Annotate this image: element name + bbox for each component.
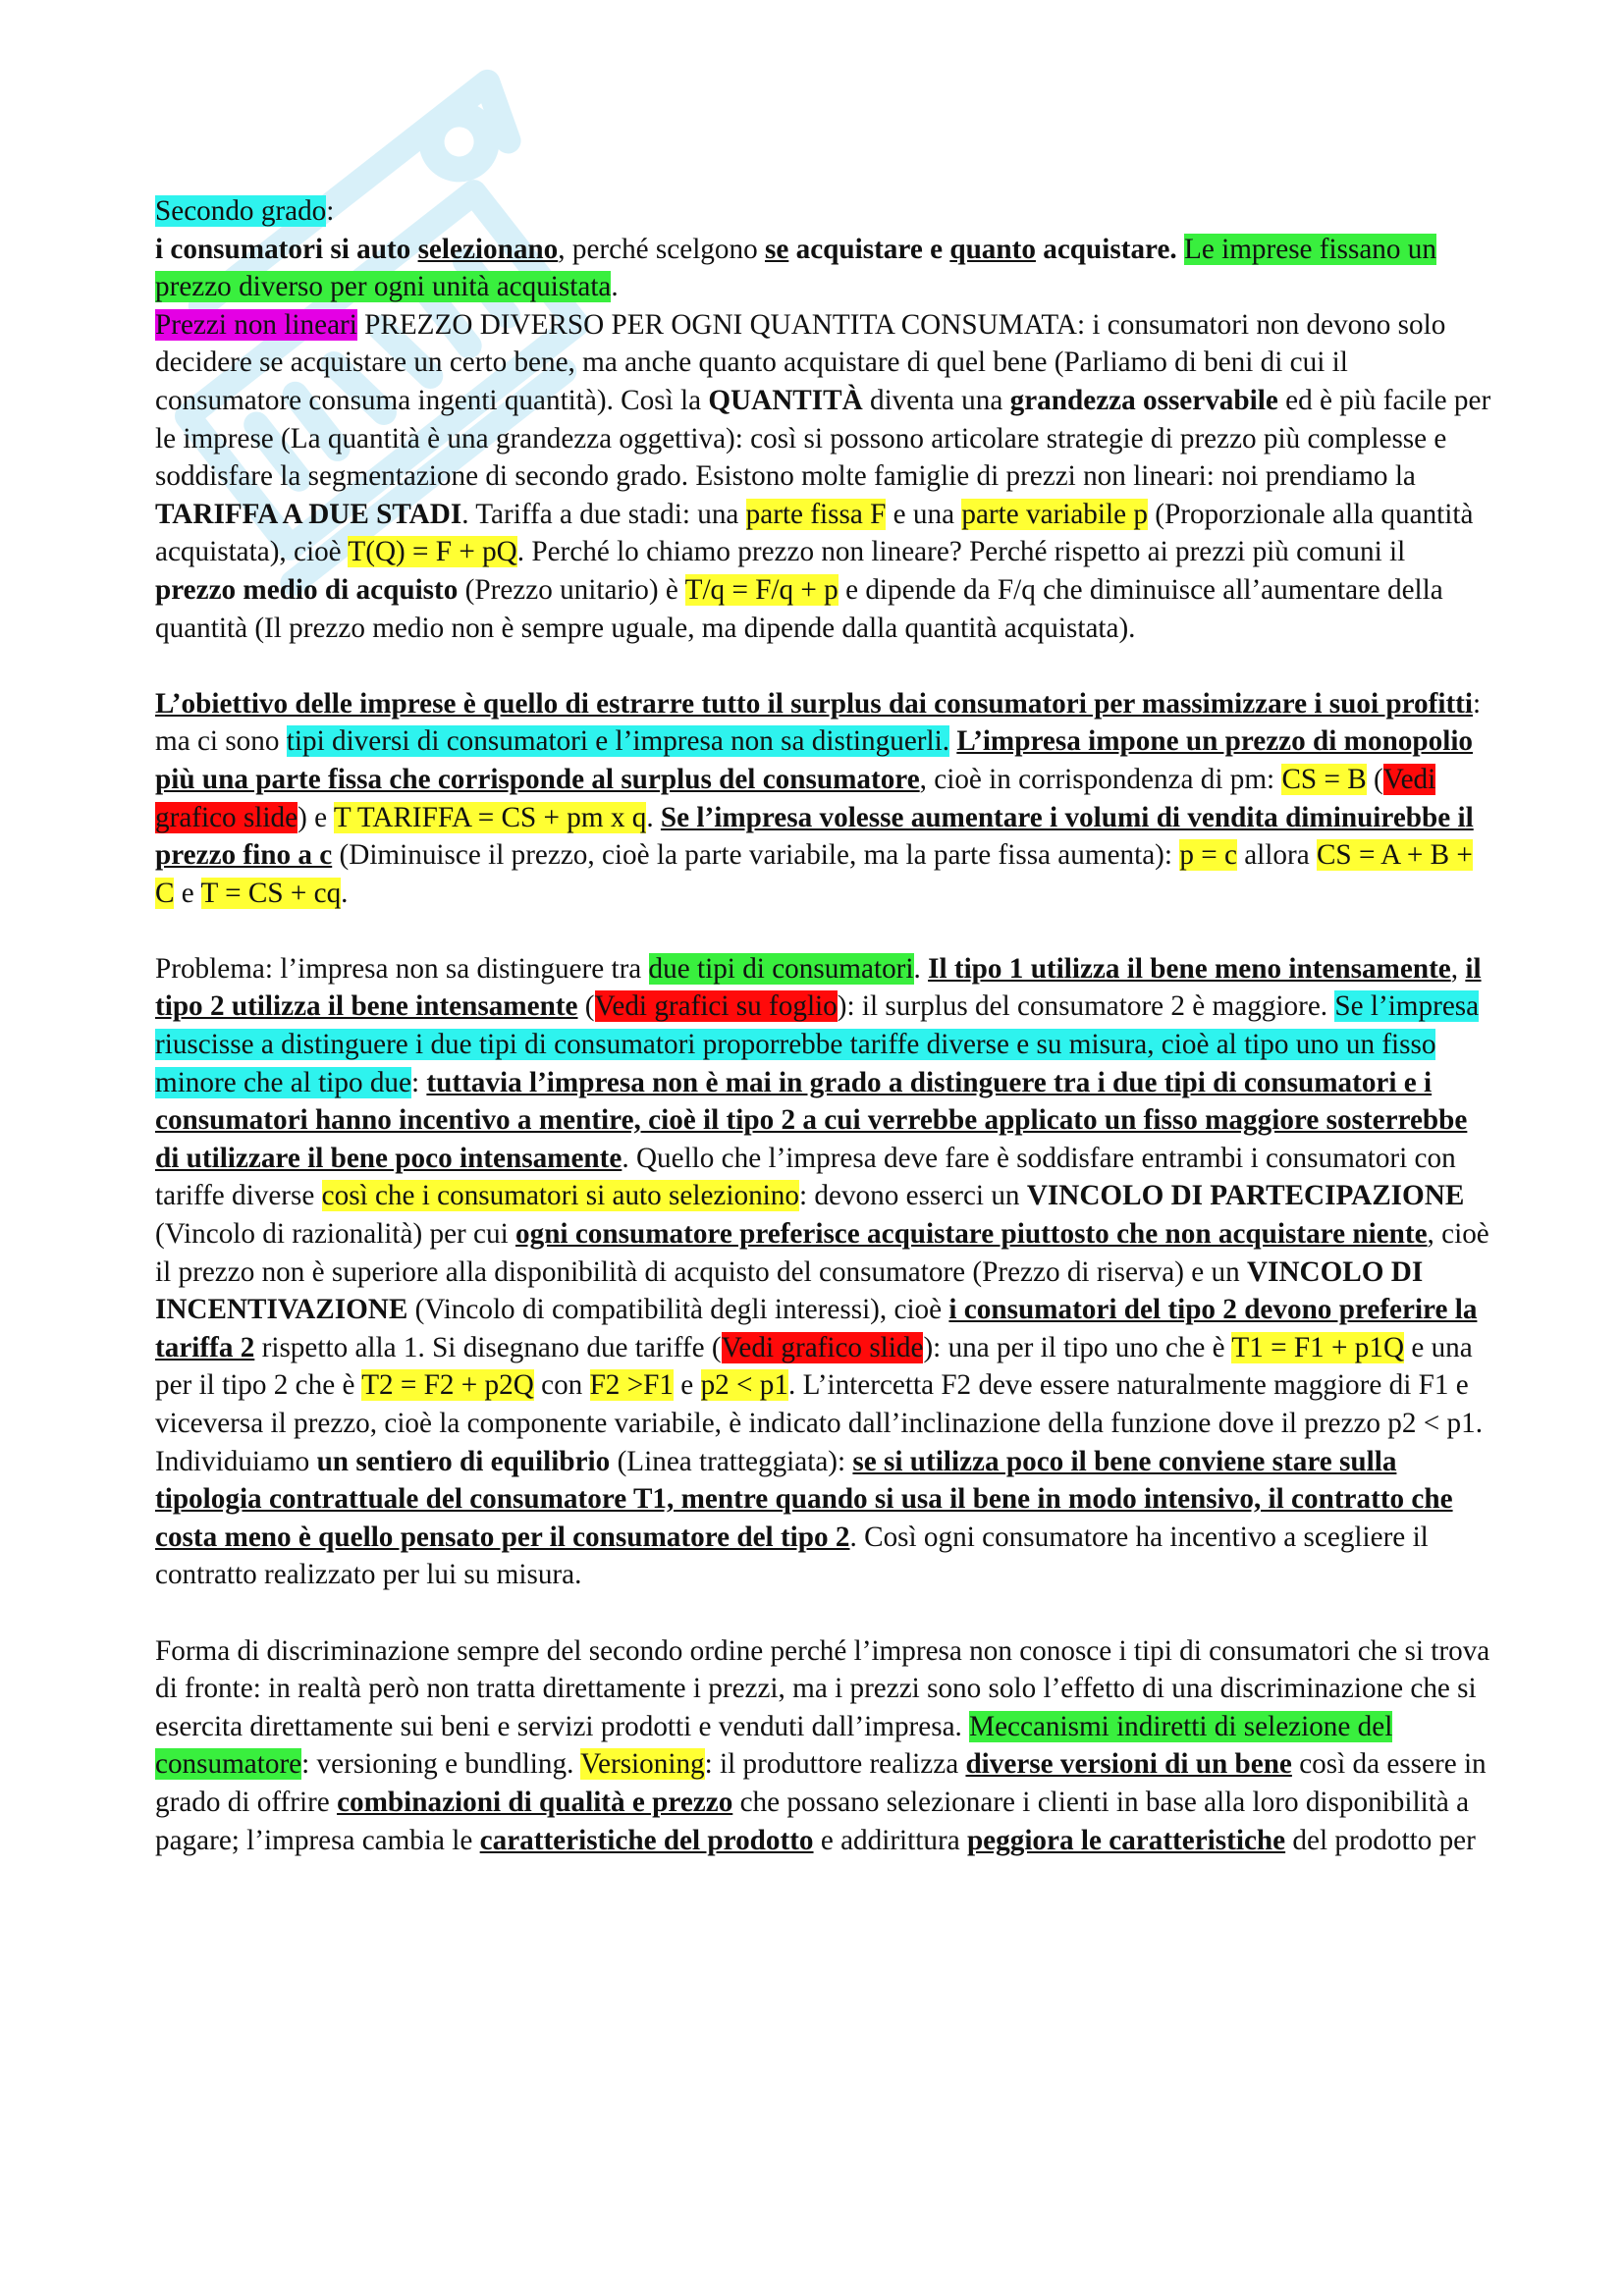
text-run: (Proporzionale alla quantità acquistata), cioè	[155, 498, 1474, 568]
text-run: ) e	[298, 801, 334, 833]
text-run: Forma di discriminazione sempre del secondo ordine perché l’impresa non conosce i tipi di consumatori che si trova di fronte: in realtà però non tratta direttamente i prezzi, ma i prezzi sono solo l’effetto di una discriminazione che si esercita direttamente sui beni e servizi prodotti e venduti dall’impresa.	[155, 1634, 1490, 1742]
highlighted-text: Prezzi non lineari	[155, 308, 357, 341]
highlighted-text: T2 = F2 + p2Q	[361, 1369, 534, 1402]
text-run: : il produttore realizza	[704, 1748, 966, 1781]
text-run: . Così ogni consumatore ha incentivo a scegliere il contratto realizzato per lui su misura.	[155, 1521, 1429, 1591]
bold-text: Se l’impresa volesse aumentare i volumi di vendita diminuirebbe il prezzo fino a c	[155, 801, 1474, 872]
bold-text: i consumatori del tipo 2 devono preferire la tariffa 2	[155, 1294, 1478, 1363]
text-run: che possano selezionare i clienti in base alla loro disponibilità a pagare; l’impresa cambia le	[155, 1786, 1470, 1856]
bold-text: L’impresa impone un prezzo di monopolio più una parte fissa che corrisponde al surplus del consumatore	[155, 725, 1474, 795]
highlighted-text: due tipi di consumatori	[648, 952, 914, 985]
bold-text: acquistare.	[1035, 233, 1177, 265]
bold-text: tuttavia l’impresa non è mai in grado a distinguere tra i due tipi di consumatori e i consumatori hanno incentivo a mentire, cioè il tipo 2 a cui verrebbe applicato un fisso maggiore sosterrebbe di utilizzare il bene poco intensamente	[155, 1066, 1468, 1174]
highlighted-text: Vedi grafico slide	[155, 763, 1436, 833]
text-run: : versioning e bundling.	[301, 1748, 581, 1781]
highlighted-text: p = c	[1179, 839, 1237, 872]
highlighted-text: tipi diversi di consumatori e l’impresa non sa distinguerli.	[286, 725, 950, 758]
paragraph-p3	[155, 950, 1492, 1594]
text-run: e	[174, 877, 201, 909]
highlighted-text: T/q = F/q + p	[684, 573, 839, 606]
bold-text: i consumatori si auto	[155, 233, 418, 265]
text-run: ,	[1450, 952, 1466, 985]
bold-text: combinazioni di qualità e prezzo	[337, 1786, 733, 1818]
text-run: e una per il tipo 2 che è	[155, 1331, 1473, 1402]
text-run: allora	[1236, 839, 1317, 872]
highlighted-text: T = CS + cq	[200, 877, 342, 909]
text-run: rispetto alla 1. Si disegnano due tariffe (	[254, 1331, 722, 1363]
text-run: e una	[886, 498, 962, 530]
highlighted-text: T1 = F1 + p1Q	[1231, 1331, 1405, 1363]
bold-text: peggiora le caratteristiche	[966, 1824, 1286, 1856]
bold-text: acquistare e	[788, 233, 950, 265]
bold-text: diverse versioni di un bene	[965, 1748, 1292, 1781]
text-run: .	[341, 877, 349, 909]
text-run: diventa una	[862, 384, 1010, 416]
text-run: (Linea tratteggiata):	[610, 1445, 853, 1477]
paragraph-p1	[155, 192, 1492, 647]
text-run: (Prezzo unitario) è	[458, 573, 685, 606]
text-run: del prodotto per	[1285, 1824, 1476, 1856]
text-run: , cioè il prezzo non è superiore alla disponibilità di acquisto del consumatore (Prezzo di riserva) e un	[155, 1218, 1489, 1288]
highlighted-text: Vedi grafici su foglio	[594, 990, 838, 1023]
bold-text: Il tipo 1 utilizza il bene meno intensamente	[928, 952, 1451, 985]
text-run: . Quello che l’impresa deve fare è soddisfare entrambi i consumatori con tariffe diverse	[155, 1142, 1456, 1212]
bold-text: il tipo 2 utilizza il bene intensamente	[155, 952, 1482, 1023]
highlighted-text: così che i consumatori si auto selezionino	[321, 1180, 799, 1212]
text-run: (Diminuisce il prezzo, cioè la parte variabile, ma la parte fissa aumenta):	[332, 839, 1180, 872]
text-run: ): il surplus del consumatore 2 è maggiore.	[837, 990, 1335, 1023]
highlighted-text: Le imprese fissano un prezzo diverso per ogni unità acquistata	[155, 233, 1436, 303]
text-run: , perché scelgono	[558, 233, 765, 265]
bold-text: selezionano	[417, 233, 559, 265]
text-run: PREZZO DIVERSO PER OGNI QUANTITA CONSUMATA: i consumatori non devono solo decidere se acquistare un certo bene, ma anche quanto acquistare di quel bene (Parliamo di beni di cui il consumatore consuma ingenti quantità). Così la	[155, 308, 1446, 416]
text-run: .	[913, 952, 929, 985]
text-run: . Perché lo chiamo prezzo non lineare? Perché rispetto ai prezzi più comuni il	[516, 536, 1406, 568]
highlighted-text: Se l’impresa riuscisse a distinguere i due tipi di consumatori proporrebbe tariffe diverse e su misura, cioè al tipo uno un fisso minore che al tipo due	[155, 990, 1480, 1098]
text-run: e dipende da F/q che diminuisce all’aumentare della quantità (Il prezzo medio non è sempre uguale, ma dipende dalla quantità acquistata).	[155, 573, 1443, 644]
bold-text: L’obiettivo delle imprese è quello di estrarre tutto il surplus dai consumatori per massimizzare i suoi profitti	[155, 687, 1474, 720]
bold-text: grandezza osservabile	[1009, 384, 1278, 416]
bold-text: ogni consumatore preferisce acquistare piuttosto che non acquistare niente	[515, 1218, 1428, 1251]
text-run: : devono esserci un	[798, 1180, 1027, 1212]
text-run: (	[577, 990, 595, 1023]
highlighted-text: T(Q) = F + pQ	[348, 536, 517, 568]
highlighted-text: Meccanismi indiretti di selezione del consumatore	[155, 1710, 1393, 1781]
highlighted-text: CS = A + B + C	[155, 839, 1473, 909]
text-run: .	[611, 271, 619, 303]
bold-text: se si utilizza poco il bene conviene stare sulla tipologia contrattuale del consumatore T1, mentre quando si usa il bene in modo intensivo, il contratto che costa meno è quello pensato per il consumatore del tipo 2	[155, 1445, 1453, 1553]
text-run: (Vincolo di razionalità) per cui	[155, 1218, 515, 1251]
text-run: con	[533, 1369, 590, 1402]
text-run	[1177, 234, 1184, 265]
highlighted-text: p2 < p1	[700, 1369, 788, 1402]
highlighted-text: CS = B	[1281, 763, 1367, 795]
highlighted-text: T TARIFFA = CS + pm x q	[333, 801, 647, 833]
bold-text: quanto	[949, 233, 1036, 265]
text-run: (Vincolo di compatibilità degli interessi), cioè	[407, 1294, 949, 1326]
text-run: (	[1366, 763, 1383, 795]
highlighted-text: Secondo grado	[155, 195, 327, 227]
text-run: e addirittura	[813, 1824, 967, 1856]
bold-text: QUANTITÀ	[708, 384, 863, 416]
highlighted-text: Vedi grafico slide	[721, 1331, 924, 1363]
bold-text: prezzo medio di acquisto	[155, 573, 459, 606]
highlighted-text: F2 >F1	[589, 1369, 674, 1402]
text-run: : ma ci sono	[155, 687, 1482, 758]
text-run: .	[646, 801, 661, 833]
bold-text: VINCOLO DI INCENTIVAZIONE	[155, 1255, 1424, 1326]
bold-text: se	[764, 233, 789, 265]
text-run: ): una per il tipo uno che è	[923, 1331, 1232, 1363]
text-run: . L’intercetta F2 deve essere naturalmente maggiore di F1 e viceversa il prezzo, cioè la componente variabile, è indicato dall’inclinazione della funzione dove il prezzo p2 < p1. Individuiamo	[155, 1369, 1484, 1477]
bold-text: TARIFFA A DUE STADI	[155, 498, 462, 530]
text-run: Problema: l’impresa non sa distinguere tra	[155, 952, 649, 985]
text-run: , cioè in corrispondenza di pm:	[919, 763, 1282, 795]
text-run: :	[326, 195, 335, 227]
document-page	[155, 192, 1492, 1859]
text-run: :	[410, 1066, 427, 1098]
text-run: . Tariffa a due stadi: una	[461, 498, 746, 530]
paragraph-p4	[155, 1632, 1492, 1860]
text-run: ed è più facile per le imprese (La quantità è una grandezza oggettiva): così si possono articolare strategie di prezzo più complesse e soddisfare la segmentazione di secondo grado. Esistono molte famiglie di prezzi non lineari: noi prendiamo la	[155, 384, 1491, 493]
highlighted-text: parte variabile p	[961, 498, 1148, 530]
bold-text: un sentiero di equilibrio	[316, 1445, 611, 1477]
text-run: e	[674, 1369, 701, 1402]
highlighted-text: parte fissa F	[745, 498, 887, 530]
text-run: così da essere in grado di offrire	[155, 1748, 1487, 1818]
bold-text: VINCOLO DI PARTECIPAZIONE	[1026, 1180, 1465, 1212]
bold-text: caratteristiche del prodotto	[479, 1824, 814, 1856]
paragraph-p2	[155, 685, 1492, 913]
highlighted-text: Versioning	[580, 1748, 705, 1781]
